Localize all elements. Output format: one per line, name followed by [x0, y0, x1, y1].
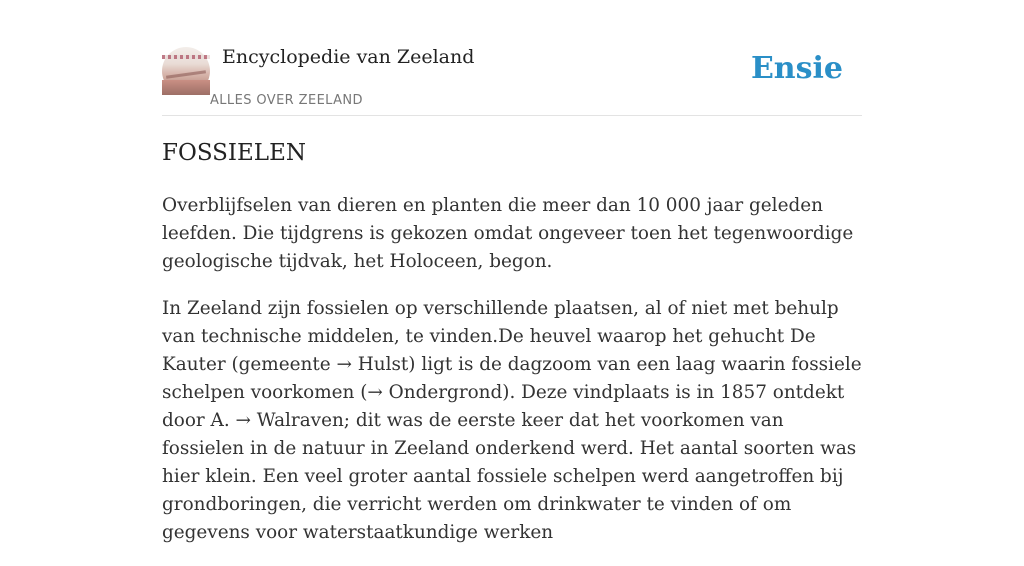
article-body — [162, 192, 864, 566]
article-title: FOSSIELEN — [162, 140, 306, 166]
article-paragraph: In Zeeland zijn fossielen op verschillende plaatsen, al of niet met behulp van technische middelen, te vinden.De heuvel waarop het gehucht De Kauter (gemeente → Hulst) ligt is de dagzoom van een laag waarin fossiele schelpen voorkomen (→ Ondergrond). Deze vindplaats is in 1857 ontdekt door A. → Walraven; dit was de eerste keer dat het voorkomen van fossielen in de natuur in Zeeland onderkend werd. Het aantal soorten was hier klein. Een veel groter aantal fossiele schelpen werd aangetroffen bij grondboringen, die verricht werden om drinkwater te vinden of om gegevens voor waterstaatkundige werken — [162, 298, 862, 543]
site-title[interactable]: Encyclopedie van Zeeland — [222, 46, 475, 68]
avatar-detail — [162, 55, 210, 59]
brand-logo[interactable]: Ensie — [750, 51, 843, 86]
site-avatar[interactable] — [162, 47, 210, 95]
article-paragraph: Overblijfselen van dieren en planten die meer dan 10 000 jaar geleden leefden. Die tijdgrens is gekozen omdat ongeveer toen het tegenwoordige geologische tijdvak, het Holoceen, begon. — [162, 195, 854, 272]
avatar-detail — [166, 70, 206, 79]
site-header — [162, 0, 862, 116]
site-tagline: ALLES OVER ZEELAND — [210, 93, 363, 108]
avatar-detail — [162, 80, 210, 95]
